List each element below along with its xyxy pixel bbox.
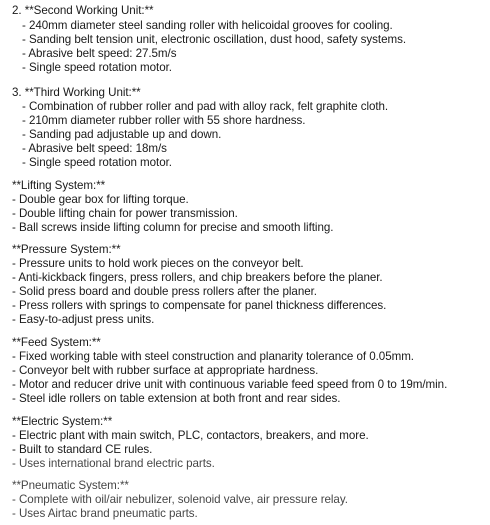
spec-item: - Ball screws inside lifting column for precise and smooth lifting. xyxy=(12,221,334,234)
spec-item: - Abrasive belt speed: 18m/s xyxy=(22,142,167,155)
spec-item: - Combination of rubber roller and pad with alloy rack, felt graphite cloth. xyxy=(22,100,389,113)
spec-item: - Single speed rotation motor. xyxy=(22,156,172,169)
spec-item: - Press rollers with springs to compensate for panel thickness differences. xyxy=(12,299,387,312)
spec-item: - Steel idle rollers on table extension at both front and rear sides. xyxy=(12,392,341,405)
spec-item: - 210mm diameter rubber roller with 55 shore hardness. xyxy=(22,114,306,127)
spec-item: - 240mm diameter steel sanding roller with helicoidal grooves for cooling. xyxy=(22,19,393,32)
spec-item: - Abrasive belt speed: 27.5m/s xyxy=(22,47,177,60)
section-heading: 3. **Third Working Unit:** xyxy=(12,86,141,99)
spec-item: - Motor and reducer drive unit with continuous variable feed speed from 0 to 19m/min. xyxy=(12,378,448,391)
spec-item: - Uses international brand electric parts. xyxy=(12,457,215,470)
spec-item: - Conveyor belt with rubber surface at appropriate hardness. xyxy=(12,364,319,377)
spec-item: - Easy-to-adjust press units. xyxy=(12,313,155,326)
spec-item: - Solid press board and double press rollers after the planer. xyxy=(12,285,317,298)
spec-item: - Electric plant with main switch, PLC, contactors, breakers, and more. xyxy=(12,429,369,442)
section-heading: **Lifting System:** xyxy=(12,179,106,192)
spec-item: - Built to standard CE rules. xyxy=(12,443,153,456)
spec-item: - Pressure units to hold work pieces on the conveyor belt. xyxy=(12,257,304,270)
section-heading: **Feed System:** xyxy=(12,336,101,349)
spec-item: - Complete with oil/air nebulizer, solenoid valve, air pressure relay. xyxy=(12,493,348,506)
spec-item: - Sanding pad adjustable up and down. xyxy=(22,128,222,141)
section-heading: **Electric System:** xyxy=(12,415,113,428)
section-heading: 2. **Second Working Unit:** xyxy=(12,4,154,17)
spec-item: - Double lifting chain for power transmission. xyxy=(12,207,238,220)
spec-item: - Uses Airtac brand pneumatic parts. xyxy=(12,507,198,520)
spec-item: - Sanding belt tension unit, electronic oscillation, dust hood, safety systems. xyxy=(22,33,407,46)
spec-item: - Anti-kickback fingers, press rollers, and chip breakers before the planer. xyxy=(12,271,383,284)
spec-item: - Double gear box for lifting torque. xyxy=(12,193,189,206)
section-heading: **Pressure System:** xyxy=(12,243,121,256)
spec-item: - Single speed rotation motor. xyxy=(22,61,172,74)
spec-item: - Fixed working table with steel construction and planarity tolerance of 0.05mm. xyxy=(12,350,414,363)
section-heading: **Pneumatic System:** xyxy=(12,479,129,492)
